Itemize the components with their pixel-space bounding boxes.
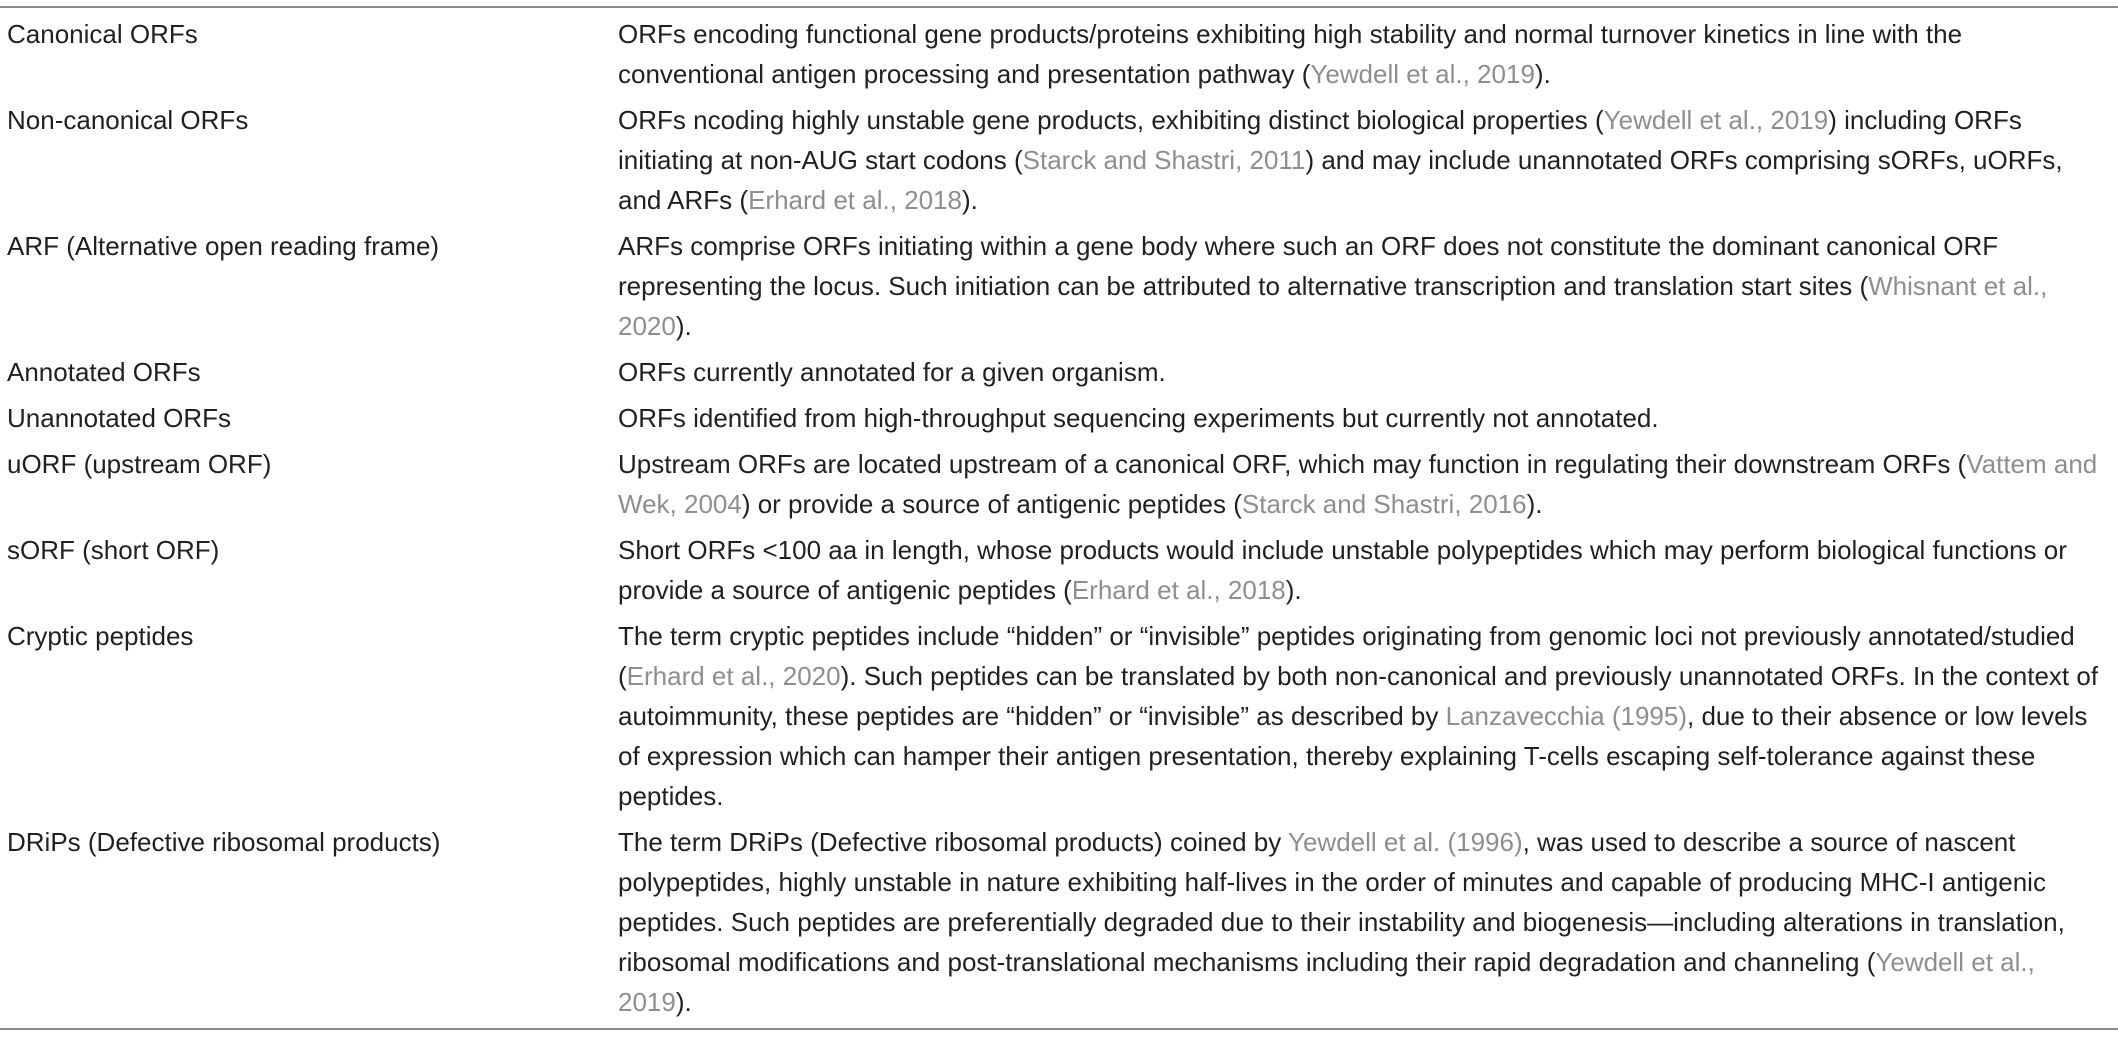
table-row	[0, 94, 2118, 220]
citation-link[interactable]: Whisnant et al., 2020	[618, 271, 2048, 341]
definition-text: The term DRiPs (Defective ribosomal products) coined by	[618, 827, 1288, 857]
table-row	[0, 610, 2118, 816]
definition-text: ).	[1526, 489, 1543, 519]
citation-link[interactable]: Erhard et al., 2018	[1071, 575, 1286, 605]
citation-link[interactable]: Yewdell et al., 2019	[1310, 59, 1535, 89]
definition-text: ).	[1534, 59, 1551, 89]
term-cell: ARF (Alternative open reading frame)	[7, 231, 440, 261]
definition-text: , due to their absence or low levels of expression which can hamper their antigen presentation, thereby explaining T-cells escaping self-tolerance against these peptides.	[618, 701, 2088, 811]
definition-text: The term cryptic peptides include “hidden” or “invisible” peptides originating from genomic loci not previously annotated/studied (	[618, 621, 2075, 691]
definition-text: ).	[1285, 575, 1302, 605]
definition-text: ) and may include unannotated ORFs comprising sORFs, uORFs, and ARFs (	[618, 145, 2063, 215]
definition-text: ) including ORFs initiating at non-AUG start codons (	[618, 105, 2022, 175]
term-cell: uORF (upstream ORF)	[7, 449, 272, 479]
term-cell: Annotated ORFs	[7, 357, 201, 387]
definition-text: ORFs identified from high-throughput sequencing experiments but currently not annotated.	[618, 403, 1659, 433]
definition-text: ORFs currently annotated for a given organism.	[618, 357, 1166, 387]
citation-link[interactable]: Starck and Shastri, 2016	[1241, 489, 1527, 519]
term-cell: DRiPs (Defective ribosomal products)	[7, 827, 441, 857]
citation-link[interactable]: Erhard et al., 2018	[748, 185, 962, 215]
table-row	[0, 346, 2118, 392]
definition-cell	[618, 8, 2118, 94]
definition-cell	[618, 438, 2118, 524]
definition-text: ).	[675, 311, 692, 341]
citation-link[interactable]: Yewdell et al., 2019	[618, 947, 2035, 1017]
citation-link[interactable]: Yewdell et al. (1996)	[1288, 827, 1523, 857]
table-row	[0, 438, 2118, 524]
definition-cell	[618, 346, 2118, 392]
definition-cell	[618, 610, 2118, 816]
term-cell: Non-canonical ORFs	[7, 105, 249, 135]
definition-cell	[618, 392, 2118, 438]
definition-text: ).	[675, 987, 692, 1017]
definition-text: , was used to describe a source of nascent polypeptides, highly unstable in nature exhibiting half-lives in the order of minutes and capable of producing MHC-I antigenic peptides. Such peptides are preferentially degraded due to their instability and biogenesis—including alterations in translation, ribosomal modifications and post-translational mechanisms including their rapid degradation and channeling (	[618, 827, 2065, 977]
term-cell: Canonical ORFs	[7, 19, 198, 49]
table-row	[0, 392, 2118, 438]
term-cell: sORF (short ORF)	[7, 535, 220, 565]
definition-cell	[618, 816, 2118, 1028]
table-row	[0, 524, 2118, 610]
citation-link[interactable]: Erhard et al., 2020	[626, 661, 841, 691]
glossary-body	[0, 8, 2118, 1028]
definition-text: Upstream ORFs are located upstream of a canonical ORF, which may function in regulating their downstream ORFs (	[618, 449, 1967, 479]
citation-link[interactable]: Starck and Shastri, 2011	[1022, 145, 1306, 175]
definition-cell	[618, 524, 2118, 610]
definition-text: Short ORFs <100 aa in length, whose products would include unstable polypeptides which may perform biological functions or provide a source of antigenic peptides (	[618, 535, 2067, 605]
definition-text: ) or provide a source of antigenic peptides (	[741, 489, 1242, 519]
table-row	[0, 816, 2118, 1028]
definition-cell	[618, 220, 2118, 346]
table-row	[0, 220, 2118, 346]
citation-link[interactable]: Lanzavecchia (1995)	[1445, 701, 1687, 731]
citation-link[interactable]: Vattem and Wek, 2004	[618, 449, 2098, 519]
term-cell: Cryptic peptides	[7, 621, 194, 651]
definition-text: ).	[961, 185, 978, 215]
glossary-table	[0, 6, 2118, 1030]
definition-text: ARFs comprise ORFs initiating within a gene body where such an ORF does not constitute the dominant canonical ORF representing the locus. Such initiation can be attributed to alternative transcription and translation start sites (	[618, 231, 1999, 301]
citation-link[interactable]: Yewdell et al., 2019	[1603, 105, 1829, 135]
definition-text: ). Such peptides can be translated by both non-canonical and previously unannotated ORFs. In the context of autoimmunity, these peptides are “hidden” or “invisible” as described by	[618, 661, 2099, 731]
term-cell: Unannotated ORFs	[7, 403, 232, 433]
definition-text: ORFs ncoding highly unstable gene products, exhibiting distinct biological properties (	[618, 105, 1604, 135]
definition-text: ORFs encoding functional gene products/proteins exhibiting high stability and normal turnover kinetics in line with the conventional antigen processing and presentation pathway (	[618, 19, 1963, 89]
definition-cell	[618, 94, 2118, 220]
table-row	[0, 8, 2118, 94]
